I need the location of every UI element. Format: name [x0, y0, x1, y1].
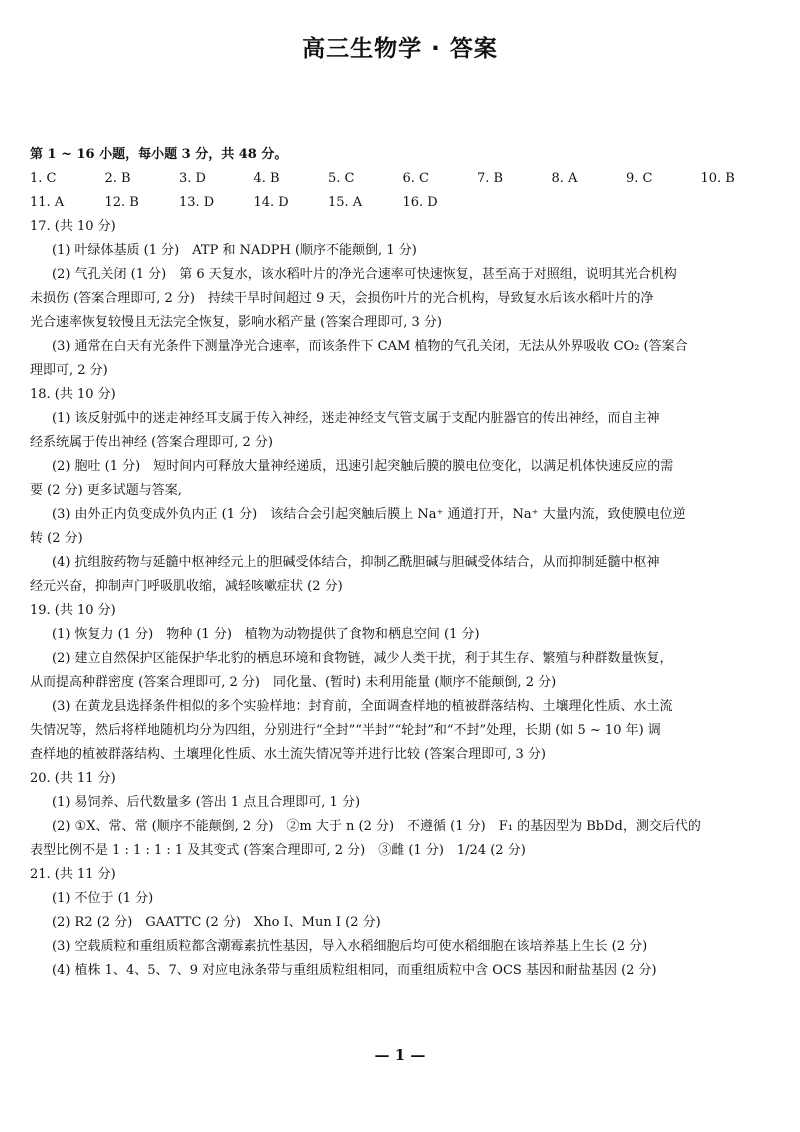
mc-answer: 4. B [253, 171, 280, 186]
question-18-part-3: (3) 由外正内负变成外负内正 (1 分) 该结合会引起突触后膜上 Na⁺ 通道打开，Na⁺ 大量内流，致使膜电位逆 [52, 507, 686, 522]
mc-header: 第 1 ~ 16 小题，每小题 3 分，共 48 分。 [30, 147, 288, 162]
page-title: 高三生物学 · 答案 [302, 36, 498, 62]
question-17-part-3-cont: 理即可, 2 分) [30, 363, 108, 378]
mc-answer: 10. B [700, 171, 735, 186]
mc-answer: 12. B [104, 195, 139, 210]
question-18-part-1-cont: 经系统属于传出神经 (答案合理即可, 2 分) [30, 435, 273, 450]
question-18-part-2-cont: 要 (2 分) 更多试题与答案, [30, 483, 182, 498]
question-19-part-2: (2) 建立自然保护区能保护华北豹的栖息环境和食物链，减少人类干扰，利于其生存、繁殖与种群数量恢复， [52, 651, 673, 666]
question-20-part-1: (1) 易饲养、后代数量多 (答出 1 点且合理即可, 1 分) [52, 795, 361, 810]
question-20-part-2: (2) ①X、常、常 (顺序不能颠倒, 2 分) ②m 大于 n (2 分) 不遵循 (1 分) F₁ 的基因型为 BbDd，测交后代的 [52, 819, 701, 834]
question-17-part-3: (3) 通常在白天有光条件下测量净光合速率，而该条件下 CAM 植物的气孔关闭，无法从外界吸收 CO₂ (答案合 [52, 339, 688, 354]
question-18-header: 18. (共 10 分) [30, 387, 116, 402]
question-19-part-3-cont: 失情况等，然后将样地随机均分为四组，分别进行“全封”“半封”“轮封”和“不封”处理，长期 (如 5 ~ 10 年) 调 [30, 723, 661, 738]
mc-answer: 11. A [30, 195, 65, 210]
question-19-header: 19. (共 10 分) [30, 603, 116, 618]
question-18-part-3-cont: 转 (2 分) [30, 531, 83, 546]
question-21-part-4: (4) 植株 1、4、5、7、9 对应电泳条带与重组质粒组相同，而重组质粒中含 OCS 基因和耐盐基因 (2 分) [52, 963, 657, 978]
answer-content [30, 143, 775, 983]
question-17-part-2-cont: 未损伤 (答案合理即可, 2 分) 持续干旱时间超过 9 天，会损伤叶片的光合机构，导致复水后该水稻叶片的净 [30, 291, 654, 306]
question-18-part-4: (4) 抗组胺药物与延髓中枢神经元上的胆碱受体结合，抑制乙酰胆碱与胆碱受体结合，从而抑制延髓中枢神 [52, 555, 660, 570]
question-17-part-2-cont: 光合速率恢复较慢且无法完全恢复，影响水稻产量 (答案合理即可, 3 分) [30, 315, 442, 330]
mc-answer: 6. C [402, 171, 429, 186]
question-21-part-2: (2) R2 (2 分) GAATTC (2 分) Xho Ⅰ、Mun Ⅰ (2 分) [52, 915, 381, 930]
question-21-part-3: (3) 空载质粒和重组质粒都含潮霉素抗性基因，导入水稻细胞后均可使水稻细胞在该培养基上生长 (2 分) [52, 939, 648, 954]
mc-answer: 9. C [626, 171, 653, 186]
question-20-header: 20. (共 11 分) [30, 771, 116, 786]
question-19-part-3: (3) 在黄龙县选择条件相似的多个实验样地：封育前，全面调查样地的植被群落结构、土壤理化性质、水土流 [52, 699, 673, 714]
mc-answer: 7. B [477, 171, 504, 186]
mc-answer: 14. D [253, 195, 289, 210]
mc-answer: 2. B [104, 171, 131, 186]
mc-answer: 5. C [328, 171, 355, 186]
mc-answers-row-2 [30, 191, 775, 215]
mc-answer: 15. A [328, 195, 363, 210]
question-18-part-2: (2) 胞吐 (1 分) 短时间内可释放大量神经递质，迅速引起突触后膜的膜电位变化，以满足机体快速反应的需 [52, 459, 674, 474]
question-18-part-4-cont: 经元兴奋，抑制声门呼吸肌收缩，减轻咳嗽症状 (2 分) [30, 579, 343, 594]
mc-answer: 1. C [30, 171, 57, 186]
mc-answer: 3. D [179, 171, 206, 186]
mc-answer: 16. D [402, 195, 438, 210]
page-number: — 1 — [374, 1046, 426, 1064]
question-19-part-3-cont: 查样地的植被群落结构、土壤理化性质、水土流失情况等并进行比较 (答案合理即可, 3 分) [30, 747, 546, 762]
mc-answer: 13. D [179, 195, 215, 210]
question-17-part-1: (1) 叶绿体基质 (1 分) ATP 和 NADPH (顺序不能颠倒, 1 分) [52, 243, 417, 258]
question-19-part-1: (1) 恢复力 (1 分) 物种 (1 分) 植物为动物提供了食物和栖息空间 (1 分) [52, 627, 480, 642]
mc-answers-row-1 [30, 167, 775, 191]
question-21-header: 21. (共 11 分) [30, 867, 116, 882]
question-19-part-2-cont: 从而提高种群密度 (答案合理即可, 2 分) 同化量、(暂时) 未利用能量 (顺序不能颠倒, 2 分) [30, 675, 557, 690]
question-21-part-1: (1) 不位于 (1 分) [52, 891, 154, 906]
mc-answer: 8. A [551, 171, 578, 186]
question-18-part-1: (1) 该反射弧中的迷走神经耳支属于传入神经，迷走神经支气管支属于支配内脏器官的传出神经，而自主神 [52, 411, 660, 426]
question-20-part-2-cont: 表型比例不是 1 : 1 : 1 : 1 及其变式 (答案合理即可, 2 分) ③雌 (1 分) 1/24 (2 分) [30, 843, 526, 858]
question-17-part-2: (2) 气孔关闭 (1 分) 第 6 天复水，该水稻叶片的净光合速率可快速恢复，甚至高于对照组，说明其光合机构 [52, 267, 677, 282]
question-17-header: 17. (共 10 分) [30, 219, 116, 234]
